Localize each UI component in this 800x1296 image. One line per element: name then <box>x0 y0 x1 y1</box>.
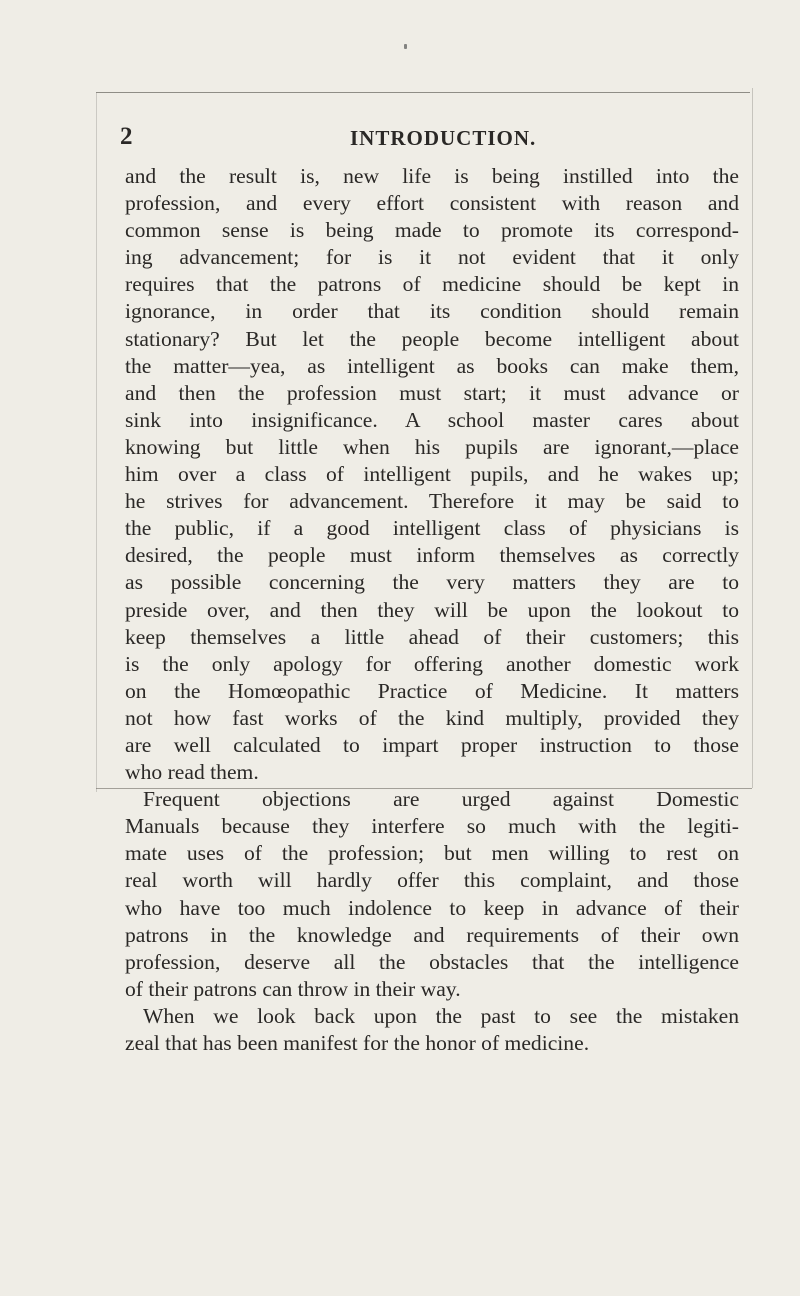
text-line: of their patrons can throw in their way. <box>125 976 461 1001</box>
scan-speck <box>404 44 407 49</box>
text-line: he strives for advancement. Therefore it may be said to <box>125 489 739 514</box>
text-line: real worth will hardly offer this complaint, and those <box>125 868 739 893</box>
text-line: is the only apology for offering another domestic work <box>125 651 739 676</box>
text-line: Manuals because they interfere so much with the legiti- <box>125 814 739 839</box>
text-line: the matter—yea, as intelligent as books can make them, <box>125 353 739 378</box>
scan-frame-top <box>96 92 750 93</box>
text-line: and the result is, new life is being instilled into the <box>125 164 739 188</box>
text-line: and then the profession must start; it must advance or <box>125 380 739 405</box>
text-line: not how fast works of the kind multiply, provided they <box>125 705 739 730</box>
running-head: INTRODUCTION. <box>350 126 537 150</box>
text-line: mate uses of the profession; but men willing to rest on <box>125 841 739 866</box>
text-line: on the Homœopathic Practice of Medicine. It matters <box>125 678 739 703</box>
text-line: the public, if a good intelligent class of physicians is <box>125 516 739 541</box>
text-line: zeal that has been manifest for the honor of medicine. <box>125 1031 590 1055</box>
text-line: desired, the people must inform themselves as correctly <box>125 543 739 568</box>
text-line: who read them. <box>125 760 259 785</box>
paragraph-first-line: When we look back upon the past to see the mistaken <box>143 1003 739 1028</box>
text-line: requires that the patrons of medicine should be kept in <box>125 272 739 297</box>
text-line: preside over, and then they will be upon the lookout to <box>125 597 739 622</box>
text-line: profession, and every effort consistent with reason and <box>125 191 739 216</box>
text-line: sink into insignificance. A school master cares about <box>125 407 739 432</box>
body-text <box>125 163 739 1057</box>
text-line: patrons in the knowledge and requirements of their own <box>125 922 739 947</box>
text-line: ing advancement; for is it not evident that it only <box>125 245 739 270</box>
scan-frame-left <box>96 92 97 792</box>
paragraph-first-line: Frequent objections are urged against Domestic <box>143 787 739 812</box>
text-line: keep themselves a little ahead of their customers; this <box>125 624 739 649</box>
text-line: as possible concerning the very matters they are to <box>125 570 739 595</box>
text-line: profession, deserve all the obstacles that the intelligence <box>125 949 739 974</box>
text-line: ignorance, in order that its condition should remain <box>125 299 739 324</box>
text-line: stationary? But let the people become intelligent about <box>125 326 739 351</box>
text-line: who have too much indolence to keep in advance of their <box>125 895 739 920</box>
text-line: him over a class of intelligent pupils, and he wakes up; <box>125 462 739 487</box>
page-header <box>120 121 740 153</box>
text-line: are well calculated to impart proper instruction to those <box>125 732 739 757</box>
page-number: 2 <box>120 123 133 150</box>
scan-frame-right <box>752 88 753 788</box>
text-line: common sense is being made to promote its correspond- <box>125 218 739 243</box>
text-line: knowing but little when his pupils are ignorant,—place <box>125 434 739 459</box>
